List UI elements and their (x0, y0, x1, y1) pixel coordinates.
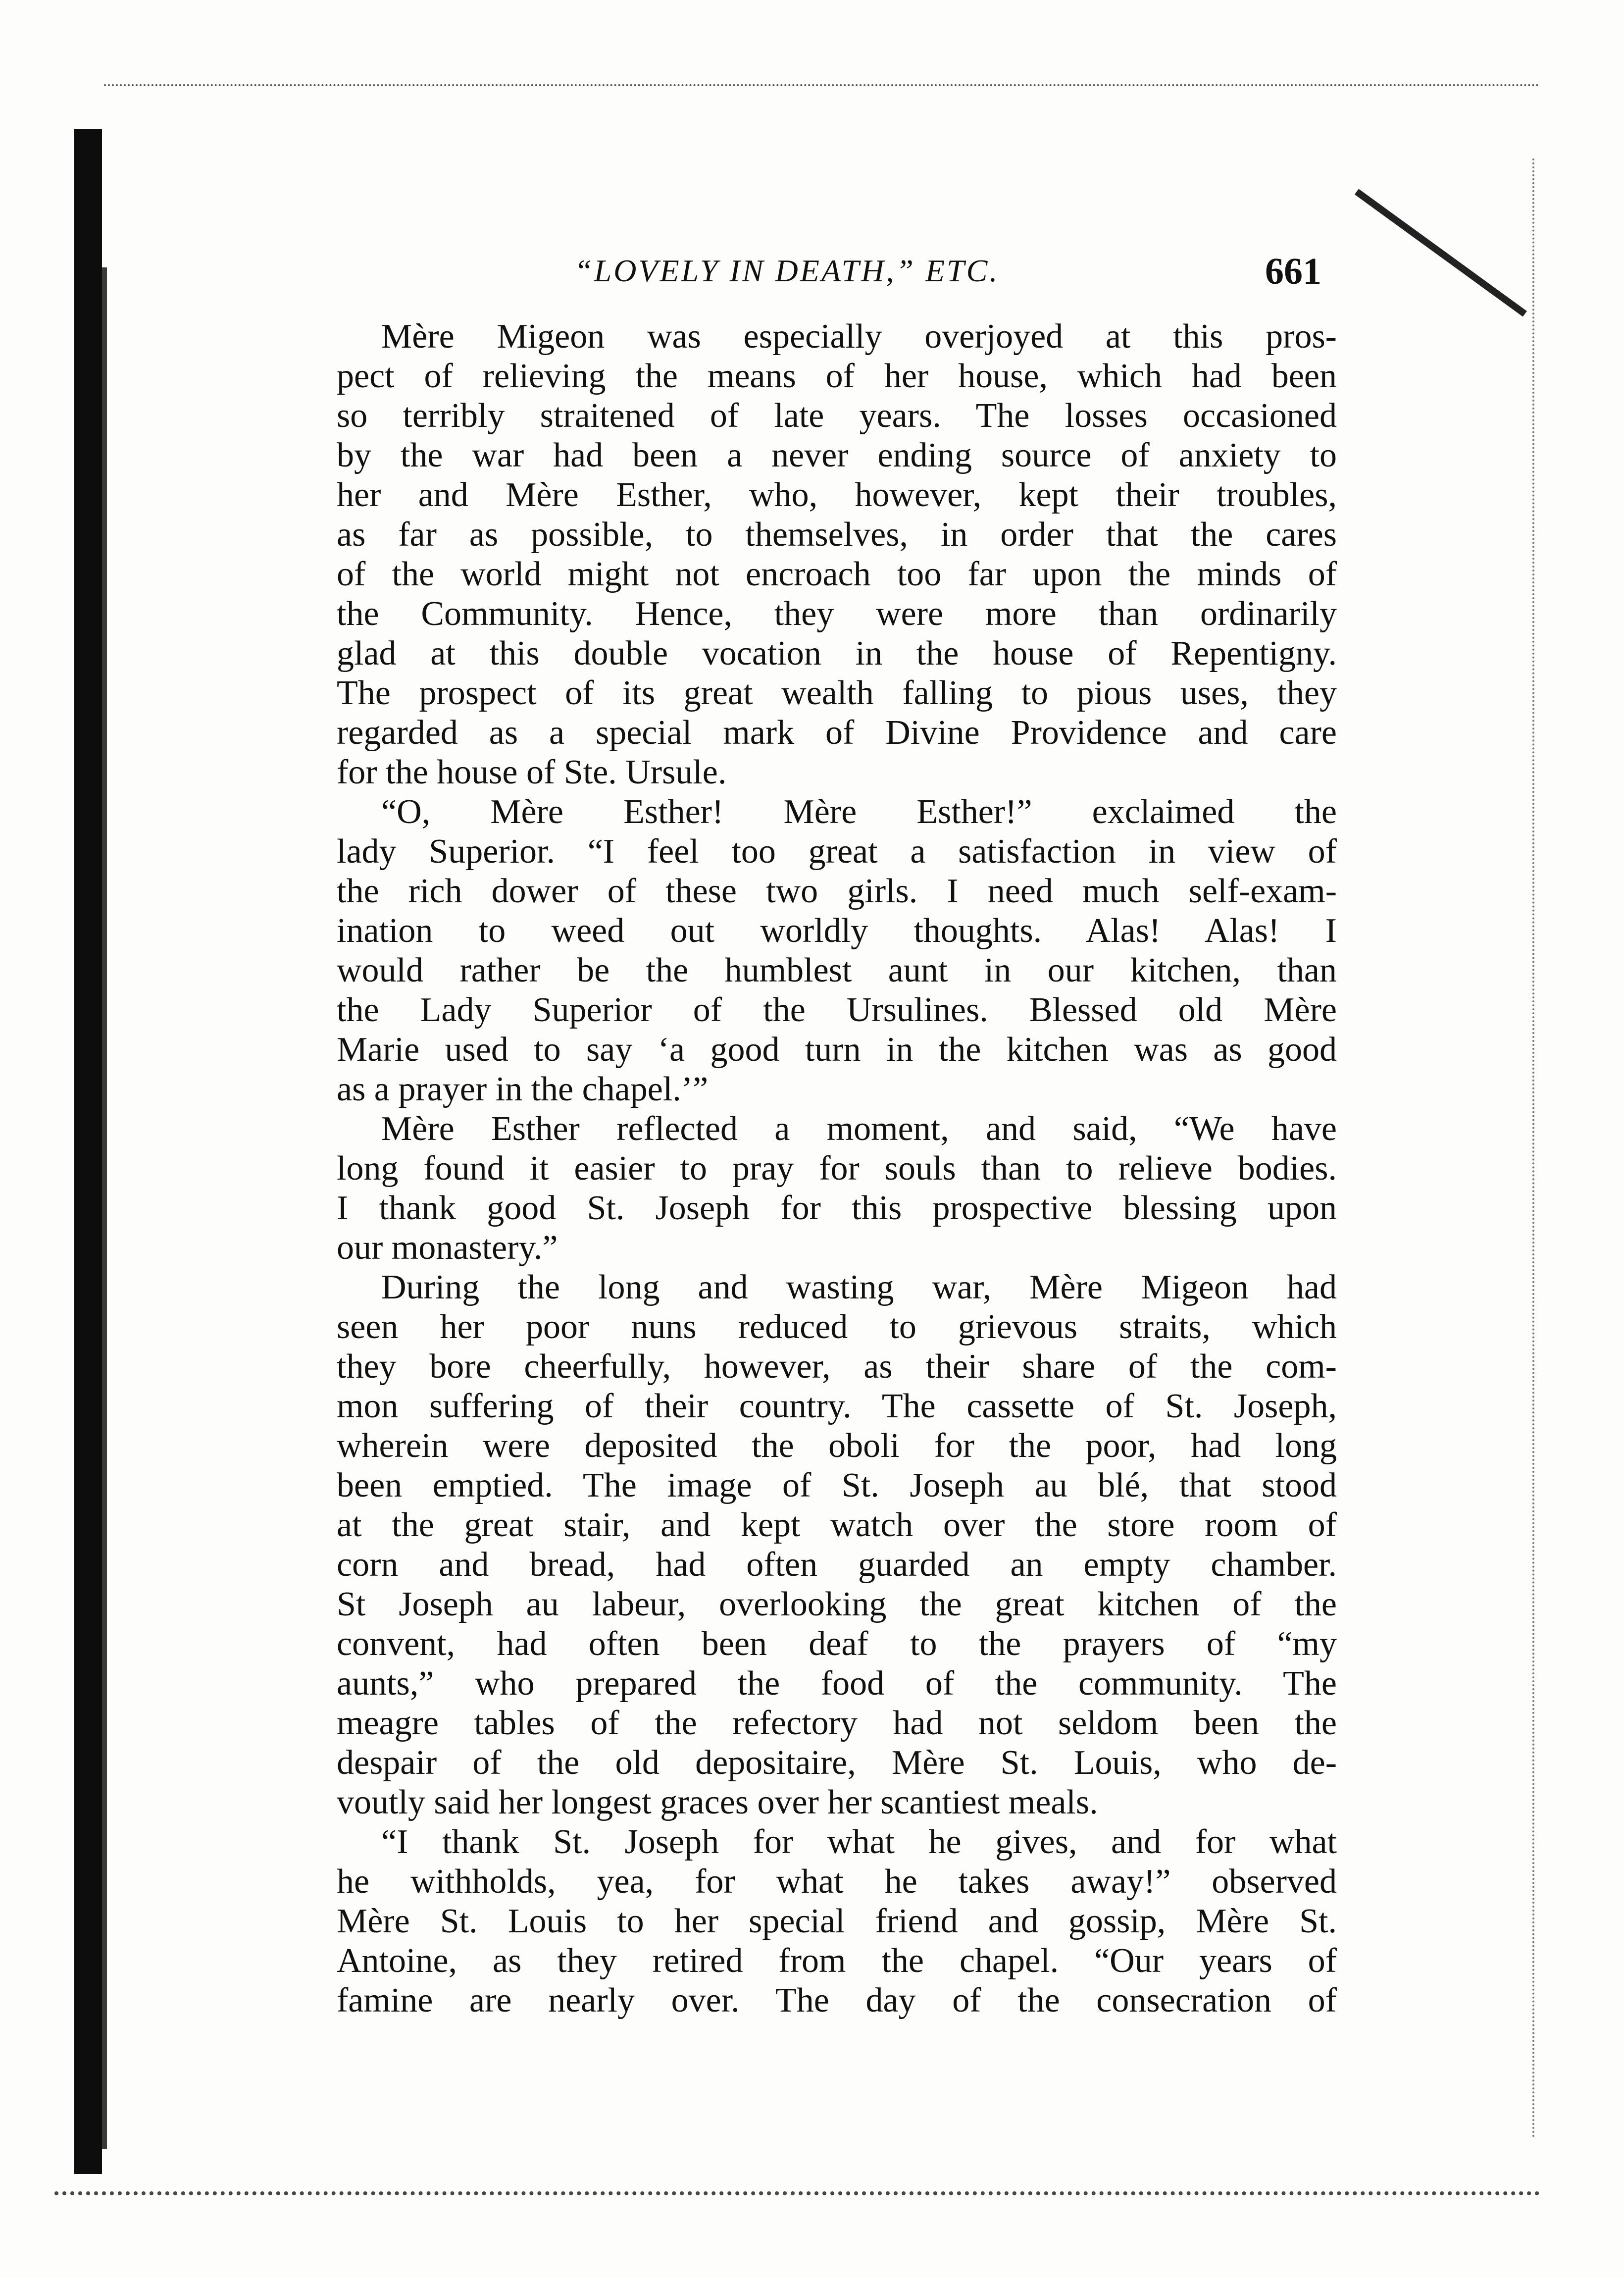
text-line: by the war had been a never ending source of anxiety to (337, 436, 1337, 474)
text-line: our monastery.” (337, 1229, 558, 1267)
text-line: he withholds, yea, for what he takes away!” observed (337, 1863, 1337, 1901)
scan-top-speckle (104, 84, 1540, 90)
text-line: The prospect of its great wealth falling to pious uses, they (337, 674, 1337, 712)
text-line: regarded as a special mark of Divine Providence and care (337, 714, 1337, 752)
text-line: wherein were deposited the oboli for the poor, had long (337, 1427, 1337, 1465)
text-line: Marie used to say ‘a good turn in the kitchen was as good (337, 1031, 1337, 1069)
text-line: pect of relieving the means of her house, which had been (337, 357, 1337, 395)
text-line: aunts,” who prepared the food of the community. The (337, 1664, 1337, 1703)
text-line: meagre tables of the refectory had not seldom been the (337, 1704, 1337, 1742)
scan-corner-mark (1355, 189, 1527, 316)
text-line: During the long and wasting war, Mère Migeon had (381, 1268, 1337, 1306)
text-line: as far as possible, to themselves, in order that the cares (337, 516, 1337, 554)
scan-binding-edge (74, 129, 102, 2174)
text-line: Mère Esther reflected a moment, and said, “We have (381, 1110, 1337, 1148)
text-line: the Lady Superior of the Ursulines. Blessed old Mère (337, 991, 1337, 1029)
text-line: her and Mère Esther, who, however, kept their troubles, (337, 476, 1337, 514)
text-line: at the great stair, and kept watch over the store room of (337, 1506, 1337, 1544)
text-line: mon suffering of their country. The cassette of St. Joseph, (337, 1387, 1337, 1425)
text-line: seen her poor nuns reduced to grievous straits, which (337, 1308, 1337, 1346)
text-line: of the world might not encroach too far upon the minds of (337, 555, 1337, 593)
text-line: so terribly straitened of late years. The losses occasioned (337, 397, 1337, 435)
text-line: famine are nearly over. The day of the consecration of (337, 1981, 1337, 2019)
text-line: I thank good St. Joseph for this prospective blessing upon (337, 1189, 1337, 1227)
text-line: Antoine, as they retired from the chapel. “Our years of (337, 1942, 1337, 1980)
body-text (337, 317, 1337, 2019)
text-line: voutly said her longest graces over her scantiest meals. (337, 1783, 1098, 1821)
text-line: glad at this double vocation in the house of Repentigny. (337, 634, 1337, 673)
text-line: ination to weed out worldly thoughts. Alas! Alas! I (337, 912, 1337, 950)
text-line: would rather be the humblest aunt in our kitchen, than (337, 951, 1337, 989)
text-line: for the house of Ste. Ursule. (337, 753, 727, 791)
text-line: “I thank St. Joseph for what he gives, and for what (381, 1823, 1337, 1861)
text-line: lady Superior. “I feel too great a satisfaction in view of (337, 832, 1337, 871)
scan-binding-shadow (102, 267, 107, 2149)
text-line: Mère St. Louis to her special friend and gossip, Mère St. (337, 1902, 1337, 1940)
text-line: been emptied. The image of St. Joseph au blé, that stood (337, 1466, 1337, 1504)
text-line: St Joseph au labeur, overlooking the great kitchen of the (337, 1585, 1337, 1623)
text-line: the rich dower of these two girls. I need much self-exam- (337, 872, 1337, 910)
running-head: “LOVELY IN DEATH,” ETC. (574, 253, 1000, 288)
page-number: 661 (1265, 251, 1321, 292)
text-line: they bore cheerfully, however, as their share of the com- (337, 1347, 1337, 1386)
scan-right-speckle (1532, 158, 1538, 2139)
text-line: Mère Migeon was especially overjoyed at this pros- (381, 317, 1337, 356)
text-line: corn and bread, had often guarded an empty chamber. (337, 1546, 1337, 1584)
text-line: “O, Mère Esther! Mère Esther!” exclaimed the (381, 793, 1337, 831)
text-line: the Community. Hence, they were more than ordinarily (337, 595, 1337, 633)
text-line: as a prayer in the chapel.’” (337, 1070, 709, 1108)
text-line: despair of the old depositaire, Mère St. Louis, who de- (337, 1744, 1337, 1782)
text-line: long found it easier to pray for souls than to relieve bodies. (337, 1149, 1337, 1188)
text-line: convent, had often been deaf to the prayers of “my (337, 1625, 1337, 1663)
scan-bottom-speckle (54, 2191, 1540, 2201)
